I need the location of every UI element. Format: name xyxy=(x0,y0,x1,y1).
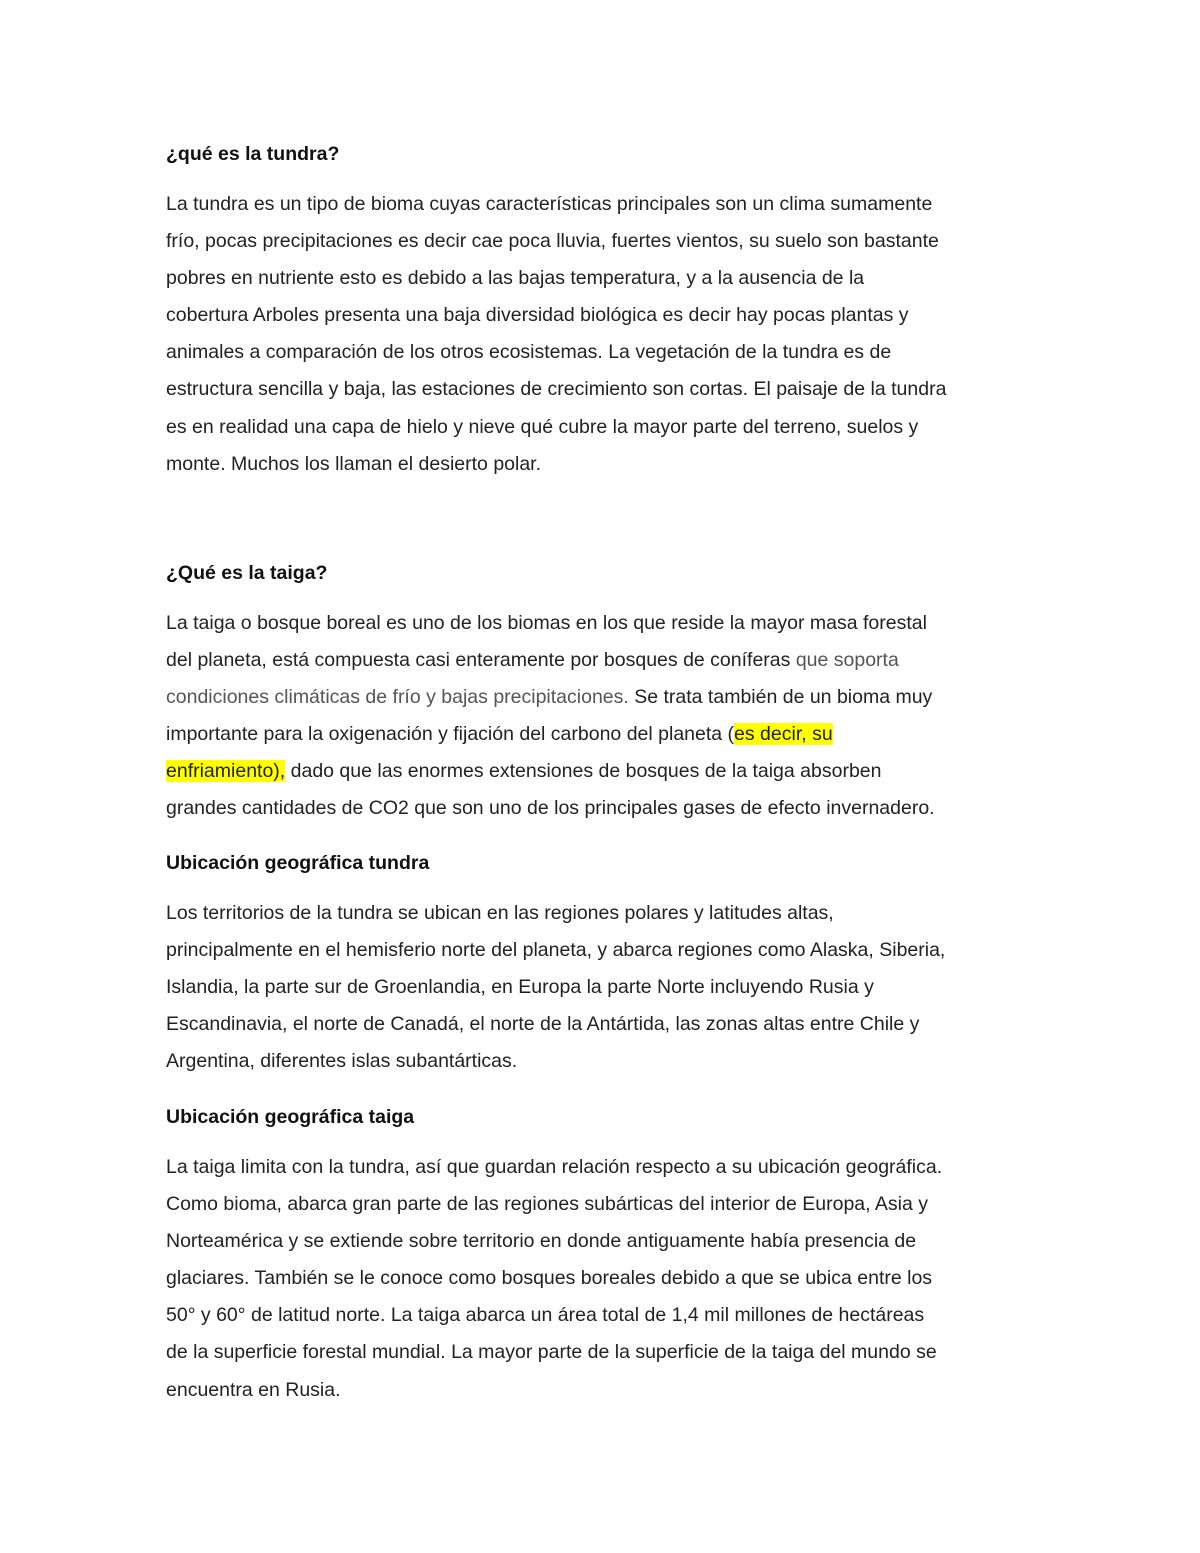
paragraph-line xyxy=(166,753,1046,790)
paragraph-line: La taiga o bosque boreal es uno de los biomas en los que reside la mayor masa forestal xyxy=(166,612,927,634)
paragraph-line: 50° y 60° de latitud norte. La taiga abarca un área total de 1,4 mil millones de hectáreas xyxy=(166,1304,925,1327)
paragraph-line: encuentra en Rusia. xyxy=(166,1378,341,1401)
paragraph-line xyxy=(166,679,1046,716)
paragraph-ubicacion-taiga xyxy=(166,1149,1046,1409)
text-run-muted: condiciones climáticas de frío y bajas precipitaciones. xyxy=(166,686,629,709)
paragraph-line: La taiga limita con la tundra, así que guardan relación respecto a su ubicación geográfica. xyxy=(166,1156,943,1178)
heading-ubicacion-taiga: Ubicación geográfica taiga xyxy=(166,1106,415,1128)
paragraph-line: Norteamérica y se extiende sobre territorio en donde antiguamente había presencia de xyxy=(166,1230,917,1253)
paragraph-line: es en realidad una capa de hielo y nieve qué cubre la mayor parte del terreno, suelos y xyxy=(166,415,919,438)
heading-que-es-taiga: ¿Qué es la taiga? xyxy=(166,562,328,584)
text-run: dado que las enormes extensiones de bosques de la taiga absorben xyxy=(285,760,882,783)
paragraph-line: pobres en nutriente esto es debido a las bajas temperatura, y a la ausencia de la xyxy=(166,267,865,290)
text-run: importante para la oxigenación y fijación del carbono del planeta ( xyxy=(166,723,735,746)
paragraph-line: estructura sencilla y baja, las estaciones de crecimiento son cortas. El paisaje de la tundra xyxy=(166,378,947,401)
paragraph-line: Argentina, diferentes islas subantárticas. xyxy=(166,1050,518,1073)
heading-ubicacion-tundra: Ubicación geográfica tundra xyxy=(166,852,430,874)
text-run: del planeta, está compuesta casi enteramente por bosques de coníferas xyxy=(166,649,796,672)
paragraph-line: Escandinavia, el norte de Canadá, el norte de la Antártida, las zonas altas entre Chile y xyxy=(166,1013,920,1036)
paragraph-tundra xyxy=(166,186,1046,483)
paragraph-line: Como bioma, abarca gran parte de las regiones subárticas del interior de Europa, Asia y xyxy=(166,1193,929,1216)
paragraph-line: Islandia, la parte sur de Groenlandia, en Europa la parte Norte incluyendo Rusia y xyxy=(166,976,874,999)
paragraph-line: Los territorios de la tundra se ubican en las regiones polares y latitudes altas, xyxy=(166,902,834,924)
paragraph-line: animales a comparación de los otros ecosistemas. La vegetación de la tundra es de xyxy=(166,341,892,364)
paragraph-line: monte. Muchos los llaman el desierto polar. xyxy=(166,452,542,475)
heading-que-es-tundra: ¿qué es la tundra? xyxy=(166,143,340,165)
paragraph-line: grandes cantidades de CO2 que son uno de los principales gases de efecto invernadero. xyxy=(166,797,935,820)
text-run-muted: que soporta xyxy=(795,649,899,672)
paragraph-line: La tundra es un tipo de bioma cuyas características principales son un clima sumamente xyxy=(166,193,933,215)
highlighted-text: enfriamiento), xyxy=(166,760,286,783)
paragraph-taiga xyxy=(166,605,1046,828)
paragraph-line: principalmente en el hemisferio norte del planeta, y abarca regiones como Alaska, Siberia, xyxy=(166,939,946,962)
text-run: Se trata también de un bioma muy xyxy=(628,686,933,709)
paragraph-line xyxy=(166,716,1046,753)
paragraph-line: de la superficie forestal mundial. La mayor parte de la superficie de la taiga del mundo se xyxy=(166,1341,937,1364)
highlighted-text: es decir, su xyxy=(734,723,833,746)
paragraph-line: cobertura Arboles presenta una baja diversidad biológica es decir hay pocas plantas y xyxy=(166,304,909,327)
paragraph-line: frío, pocas precipitaciones es decir cae poca lluvia, fuertes vientos, su suelo son bastante xyxy=(166,230,939,253)
paragraph-line: glaciares. También se le conoce como bosques boreales debido a que se ubica entre los xyxy=(166,1267,933,1290)
paragraph-line xyxy=(166,642,1046,679)
paragraph-ubicacion-tundra xyxy=(166,895,1046,1080)
